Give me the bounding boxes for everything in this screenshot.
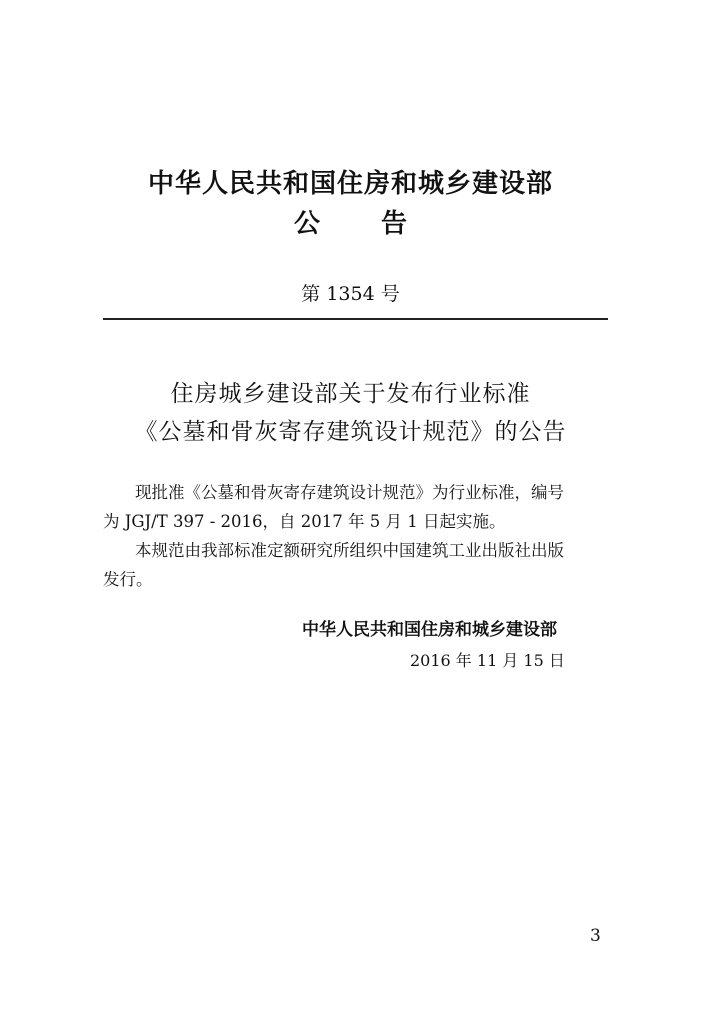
- paragraph-2-line-2: 发行。: [103, 570, 153, 589]
- issuer-heading: 中华人民共和国住房和城乡建设部: [147, 169, 553, 199]
- document-title-line-1: 住房城乡建设部关于发布行业标准: [170, 381, 531, 407]
- signature-issuer: 中华人民共和国住房和城乡建设部: [302, 620, 557, 640]
- header-divider: [103, 318, 608, 320]
- paragraph-1-line-1: 现批准《公墓和骨灰寄存建筑设计规范》为行业标准，编号: [135, 483, 564, 502]
- signature-date: 2016 年 11 月 15 日: [410, 651, 565, 670]
- paragraph-1-line-2: 为 JGJ/T 397 - 2016，自 2017 年 5 月 1 日起实施。: [103, 512, 506, 531]
- notice-label: 公 告: [293, 209, 408, 239]
- page-number: 3: [590, 926, 601, 946]
- document-title-line-2: 《公墓和骨灰寄存建筑设计规范》的公告: [134, 419, 567, 445]
- notice-number: 第 1354 号: [301, 283, 400, 305]
- paragraph-2-line-1: 本规范由我部标准定额研究所组织中国建筑工业出版社出版: [135, 541, 564, 560]
